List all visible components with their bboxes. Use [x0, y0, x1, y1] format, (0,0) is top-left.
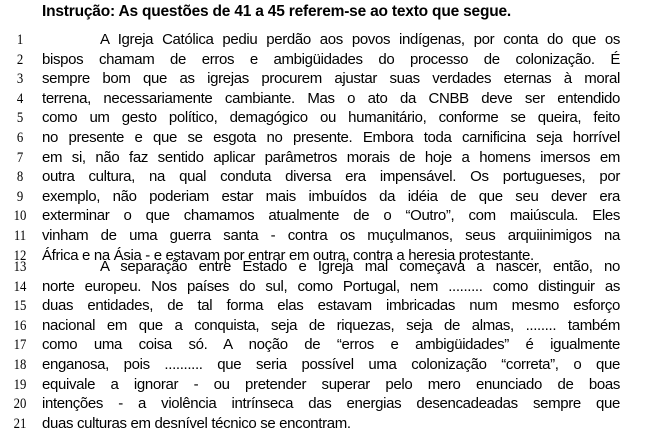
line-number: 17 — [13, 337, 27, 354]
line-text: duas culturas em desnível técnico se encontram. — [42, 414, 351, 432]
text-line — [0, 31, 650, 51]
line-text: África e na Ásia - e estavam por entrar em outra, contra a heresia protestante. — [42, 246, 534, 264]
line-number: 6 — [16, 129, 24, 146]
text-line — [0, 70, 650, 90]
line-number: 14 — [13, 278, 27, 295]
line-text: nacional em que a conquista, seja de riquezas, seja de almas, ........ também — [42, 316, 620, 334]
text-line — [0, 51, 650, 71]
instruction-heading: Instrução: As questões de 41 a 45 referem-se ao texto que segue. — [42, 3, 512, 20]
line-text: A Igreja Católica pediu perdão aos povos indígenas, por conta do que os — [100, 31, 620, 48]
line-number: 8 — [16, 169, 24, 186]
line-number: 2 — [16, 51, 24, 68]
text-line — [0, 415, 650, 435]
line-text: terrena, necessariamente cambiante. Mas o ato da CNBB deve ser entendido — [42, 89, 620, 107]
line-number: 11 — [13, 227, 27, 244]
text-line — [0, 395, 650, 415]
line-text: vinham de uma guerra santa - contra os muçulmanos, seus arquiinimigos na — [42, 226, 620, 244]
text-line — [0, 356, 650, 376]
line-number: 20 — [13, 396, 27, 413]
line-text: outra cultura, na qual conduta diversa era impensável. Os portugueses, por — [42, 168, 620, 186]
text-line — [0, 278, 650, 298]
line-text: como um gesto político, demagógico ou humanitário, conforme se queira, feito — [42, 109, 620, 127]
line-number: 1 — [16, 32, 24, 48]
text-line — [0, 376, 650, 396]
text-line — [0, 227, 650, 247]
text-line — [0, 129, 650, 149]
line-number: 4 — [16, 90, 24, 107]
line-text: equivale a ignorar - ou pretender superar pelo mero enunciado de boas — [42, 375, 620, 393]
line-number: 21 — [13, 415, 27, 432]
text-line — [0, 149, 650, 169]
line-number: 16 — [13, 317, 27, 334]
line-number: 3 — [16, 71, 24, 88]
line-number: 13 — [13, 259, 27, 275]
line-number: 9 — [16, 188, 24, 205]
line-number: 18 — [13, 356, 27, 373]
line-text: intenções - a violência intrínseca das energias desencadeadas sempre que — [42, 395, 620, 413]
line-number: 5 — [16, 110, 24, 127]
text-line — [0, 109, 650, 129]
line-number: 19 — [13, 376, 27, 393]
paragraph-1 — [0, 31, 650, 266]
line-text: sempre bom que as igrejas procurem ajustar suas verdades eternas à moral — [42, 70, 620, 88]
paragraph-2 — [0, 258, 650, 434]
line-text: no presente e que se esgota no presente. Embora toda carnificina seja horrível — [42, 128, 620, 146]
line-number: 10 — [13, 208, 27, 225]
line-text: enganosa, pois .......... que seria possível uma colonização “correta”, o que — [42, 355, 620, 373]
text-line — [0, 207, 650, 227]
line-text: exemplo, não poderiam estar mais imbuídos da idéia de que seu dever era — [42, 187, 620, 205]
text-line — [0, 336, 650, 356]
text-line — [0, 188, 650, 208]
line-text: A separação entre Estado e Igreja mal começava a nascer, então, no — [100, 258, 620, 275]
text-line — [0, 297, 650, 317]
text-line — [0, 258, 650, 278]
line-text: duas entidades, de tal forma elas estavam imbricadas num mesmo esforço — [42, 297, 620, 315]
line-text: bispos chamam de erros e ambigüidades do processo de colonização. É — [42, 50, 620, 68]
text-line — [0, 317, 650, 337]
line-text: norte europeu. Nos países do sul, como Portugal, nem ......... como distinguir as — [42, 277, 620, 295]
line-text: como uma coisa só. A noção de “erros e ambigüidades” é igualmente — [42, 336, 620, 354]
line-number: 7 — [16, 149, 24, 166]
line-text: exterminar o que chamamos atualmente de o “Outro”, com maiúscula. Eles — [42, 207, 620, 225]
line-number: 12 — [13, 247, 27, 264]
line-number: 15 — [13, 298, 27, 315]
text-line — [0, 168, 650, 188]
text-line — [0, 90, 650, 110]
line-text: em si, não faz sentido aplicar parâmetros morais de hoje a homens imersos em — [42, 148, 620, 166]
